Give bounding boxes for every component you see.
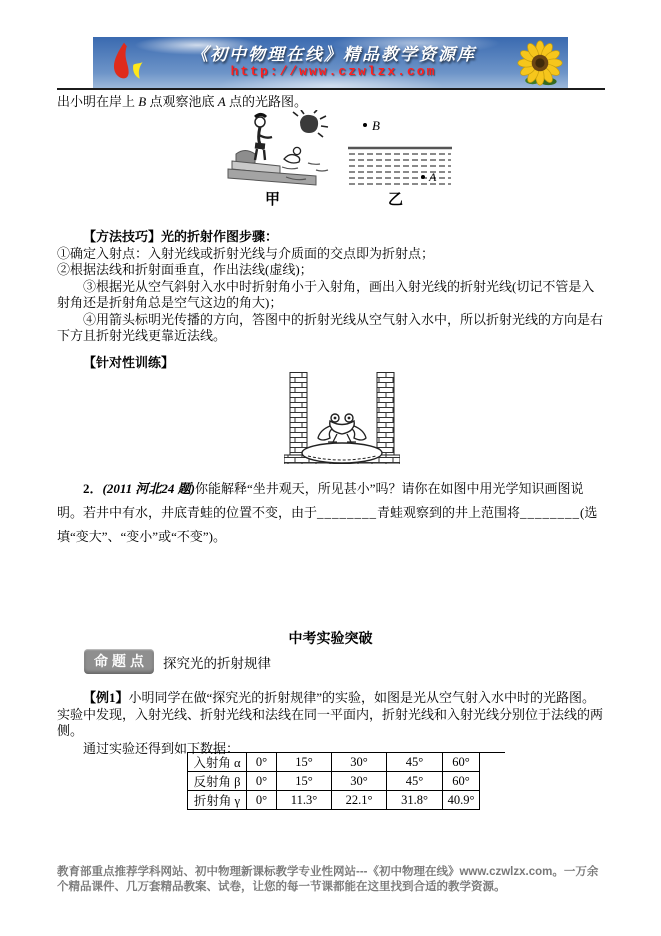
question-2	[57, 477, 608, 549]
cell: 45°	[387, 772, 443, 791]
refraction-data-table	[187, 752, 480, 810]
site-banner	[93, 37, 568, 88]
cell: 45°	[387, 753, 443, 772]
method-heading: 【方法技巧】光的折射作图步骤：	[83, 229, 279, 244]
answer-blank-2[interactable]: ________	[520, 505, 581, 520]
ruled-blank-line	[239, 740, 505, 753]
topic-badge: 命题点	[84, 649, 154, 674]
cell: 30°	[332, 753, 387, 772]
figure-label-jia: 甲	[265, 191, 281, 208]
banner-text	[155, 46, 512, 79]
method-step-1: ①确定入射点：入射光线或折射光线与介质面的交点即为折射点；	[57, 245, 435, 261]
site-url[interactable]: http://www.czwlzx.com	[230, 63, 437, 79]
data-intro-text: 通过实验还得到如下数据：	[83, 740, 240, 756]
cell: 40.9°	[443, 791, 480, 810]
question-text-1: 你能解释“坐井观天，所见甚小”吗？请你在如图中用光学知识画图说明。若井中有水，井底青蛙的位置不变，由于	[57, 481, 584, 520]
footer-promo-text: 教育部重点推荐学科网站、初中物理新课标教学专业性网站---《初中物理在线》www.czwlzx.com。一万余个精品课件、几万套精品教案、试卷，让您的每一节课都能在这里找到合适的教学资源。	[57, 866, 599, 893]
topic-row	[84, 649, 271, 674]
intro-line	[57, 94, 605, 111]
sunflower-image	[512, 37, 568, 88]
swimmer-sketch-icon	[226, 110, 334, 194]
water-diagram-icon	[345, 113, 455, 193]
well-frog-icon	[284, 372, 400, 464]
table-row	[188, 791, 480, 810]
svg-text:B: B	[372, 118, 380, 133]
question-text-3: (选填“变大”、“变小”或“不变”)。	[57, 505, 598, 544]
row-header-incidence: 入射角 α	[188, 753, 247, 772]
example-text: 小明同学在做“探究光的折射规律”的实验，如图是光从空气射入水中时的光路图。实验中发现，入射光线、折射光线和法线在同一平面内，折射光线和入射光线分别位于法线的两侧。	[57, 690, 604, 738]
intro-text-3: 点的光路图。	[225, 94, 307, 109]
flame-logo-icon	[98, 40, 150, 86]
site-title: 《初中物理在线》精品教学资源库	[191, 45, 476, 64]
question-text-2: 青蛙观察到的井上范围将	[377, 505, 521, 520]
figure-well-frog	[284, 372, 400, 469]
method-tips-block	[57, 229, 605, 371]
example-block	[57, 690, 607, 757]
cell: 0°	[247, 772, 277, 791]
cell: 22.1°	[332, 791, 387, 810]
sunflower-icon	[516, 39, 564, 87]
cell: 60°	[443, 772, 480, 791]
row-header-refraction: 折射角 γ	[188, 791, 247, 810]
figure-label-yi: 乙	[388, 191, 404, 208]
physics-online-logo	[93, 37, 155, 88]
cell: 0°	[247, 753, 277, 772]
method-step-3: ③根据光从空气斜射入水中时折射角小于入射角，画出入射光线的折射光线(切记不管是入射角还是折射角总是空气这边的角大)；	[57, 278, 595, 310]
table-row	[188, 772, 480, 791]
figure-swimmer-illustration	[226, 110, 334, 199]
training-heading: 【针对性训练】	[83, 354, 175, 370]
figure-water-diagram	[345, 113, 455, 198]
answer-blank-1[interactable]: ________	[317, 505, 378, 520]
point-a-label: A	[217, 94, 226, 109]
topic-text: 探究光的折射规律	[163, 655, 271, 671]
cell: 15°	[277, 753, 332, 772]
row-header-reflection: 反射角 β	[188, 772, 247, 791]
method-step-2: ②根据法线和折射面垂直，作出法线(虚线)；	[57, 262, 313, 277]
method-step-4: ④用箭头标明光传播的方向，答图中的折射光线从空气射入水中，所以折射光线的方向是右下方且折射光线更靠近法线。	[57, 311, 604, 343]
header-divider	[57, 88, 605, 90]
cell: 60°	[443, 753, 480, 772]
cell: 30°	[332, 772, 387, 791]
example-paragraph	[57, 690, 607, 740]
question-source: (2011 河北24 题)	[102, 481, 195, 496]
example-label: 【例1】	[83, 690, 129, 705]
question-number: 2．	[83, 481, 103, 496]
cell: 15°	[277, 772, 332, 791]
section-title: 中考实验突破	[288, 630, 373, 646]
table-row	[188, 753, 480, 772]
svg-text:A: A	[429, 170, 437, 184]
intro-text-2: 点观察池底	[146, 94, 218, 109]
cell: 11.3°	[277, 791, 332, 810]
point-b-label: B	[138, 94, 147, 109]
cell: 0°	[247, 791, 277, 810]
cell: 31.8°	[387, 791, 443, 810]
intro-text-1: 出小明在岸上	[57, 94, 139, 109]
